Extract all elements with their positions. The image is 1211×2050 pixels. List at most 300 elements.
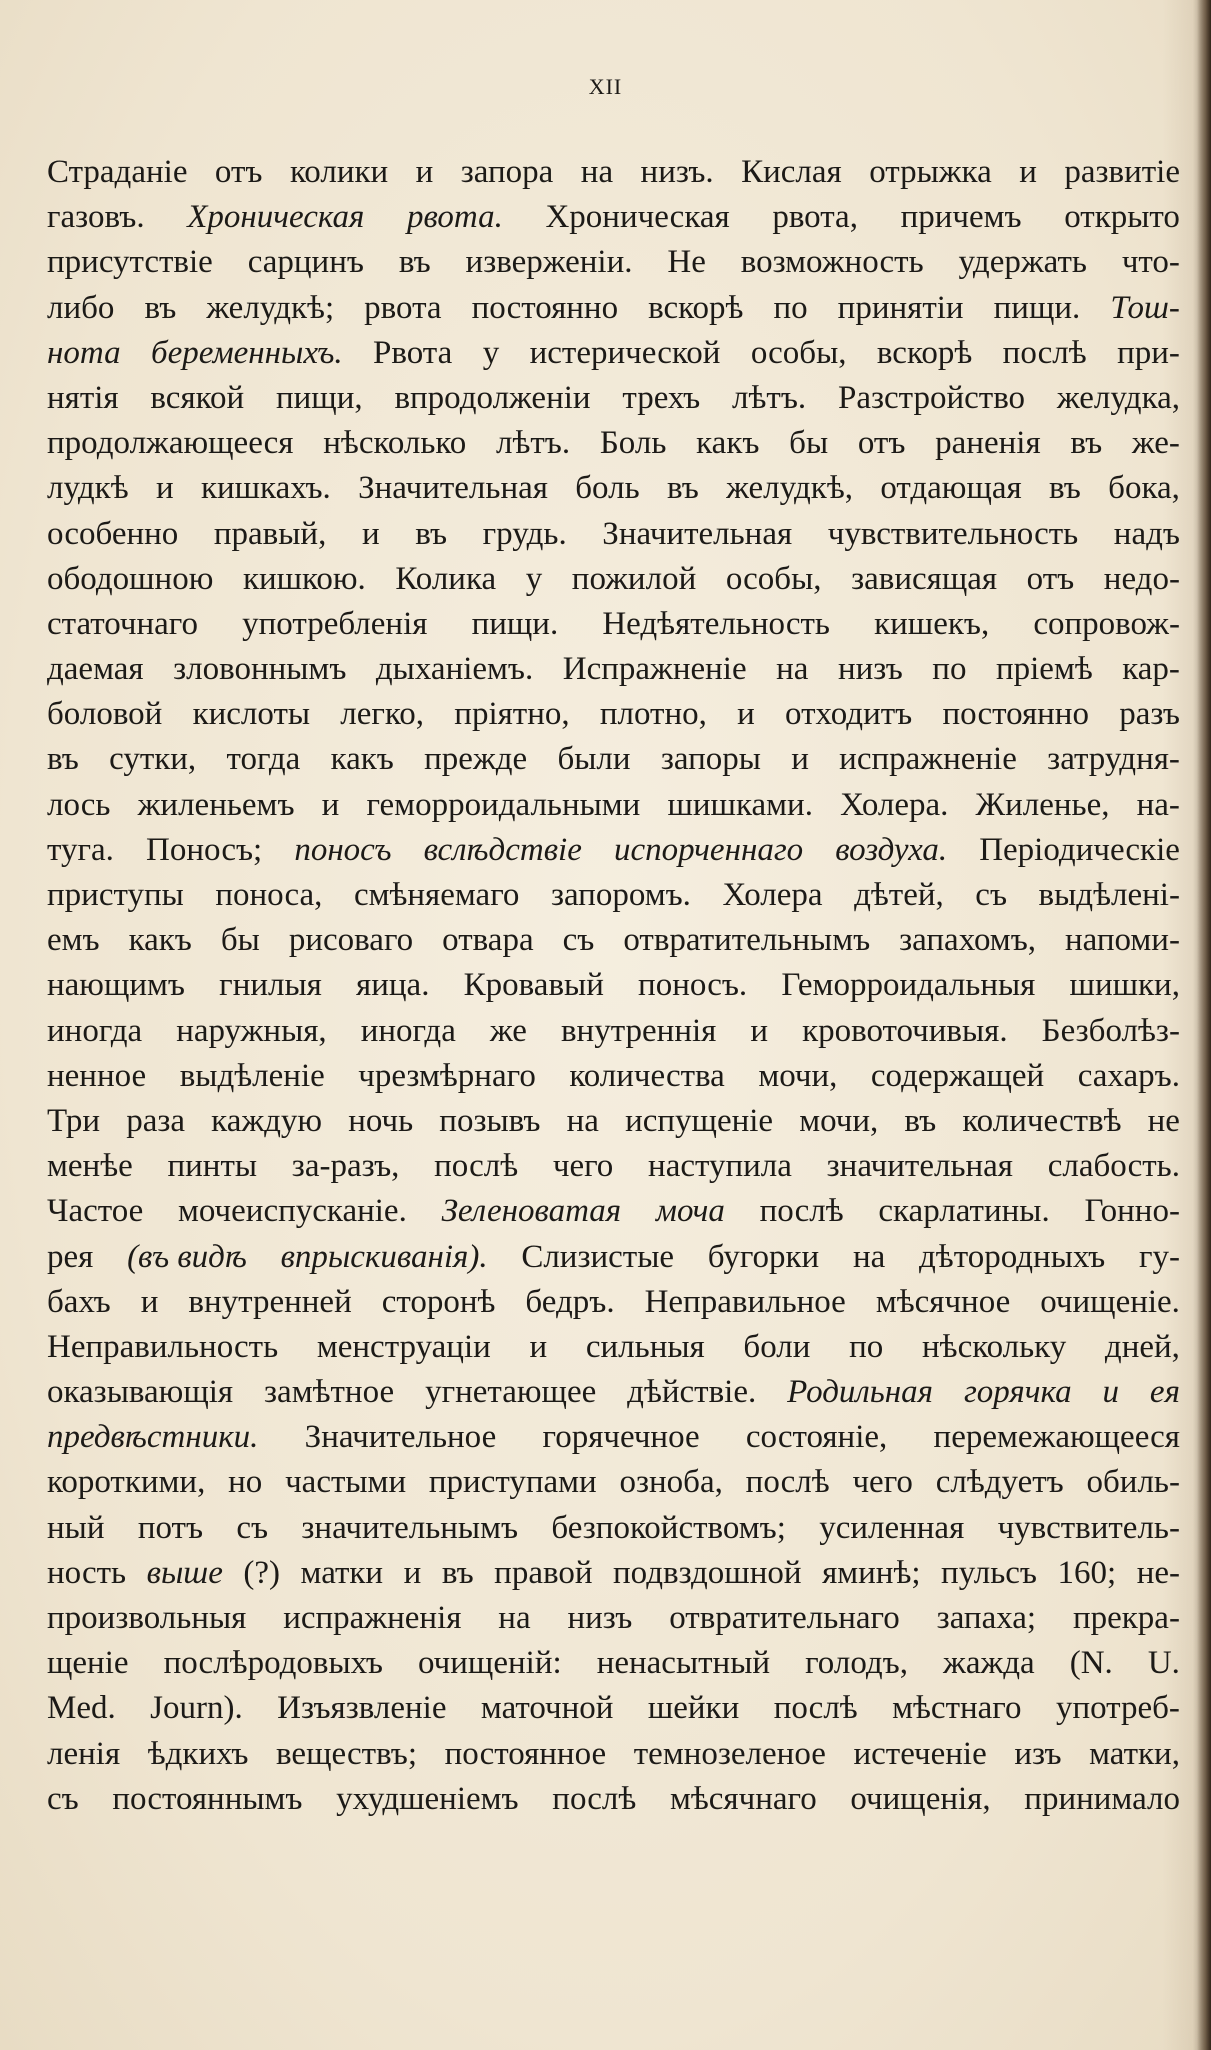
word: кровоточивыя. <box>802 1012 1008 1049</box>
word: Холера. <box>840 786 949 823</box>
word: съ <box>975 877 1008 913</box>
word: плотно, <box>599 696 707 733</box>
word: дѣтей, <box>854 877 944 913</box>
page-edge-shadow <box>1197 0 1211 2050</box>
word: дѣтородныхъ <box>919 1238 1106 1275</box>
word: постоянно <box>471 289 619 326</box>
text-line <box>47 1280 1180 1325</box>
word: Кровавый <box>463 967 604 1004</box>
word: слѣдуетъ <box>935 1464 1064 1501</box>
word: веществъ; <box>276 1735 418 1772</box>
word: бы <box>220 922 260 959</box>
italic-word: Зеленоватая <box>441 1193 622 1230</box>
word: и <box>140 1283 159 1320</box>
word: Періодическіе <box>979 831 1180 868</box>
word: боловой <box>47 696 163 733</box>
word: въ <box>666 470 699 507</box>
word: маточной <box>480 1690 614 1727</box>
text-line <box>47 512 1180 557</box>
word: по <box>773 289 808 326</box>
word: Испражненіе <box>562 651 747 688</box>
word: замѣтное <box>264 1374 395 1411</box>
word: чего <box>552 1148 614 1185</box>
word: поноса, <box>215 877 323 913</box>
word: нающимъ <box>47 967 185 1004</box>
text-line <box>47 1189 1180 1234</box>
word: щеніе <box>47 1645 129 1682</box>
word: чего <box>852 1464 913 1501</box>
word: рисоваго <box>288 922 414 959</box>
word: яица. <box>356 967 430 1004</box>
word: слабость. <box>1047 1148 1180 1185</box>
word: чувствительность <box>827 515 1079 552</box>
word: Неправильность <box>47 1328 279 1365</box>
word: поносъ. <box>638 967 748 1004</box>
word: продолжающееся <box>47 425 294 462</box>
word: Рвота <box>373 334 453 371</box>
word: всякой <box>150 379 245 416</box>
word: развитіе <box>1064 154 1180 190</box>
word: Значительная <box>602 515 793 552</box>
word: статочнаго <box>47 605 199 642</box>
word: истерической <box>529 334 721 371</box>
word: сильныя <box>585 1328 705 1365</box>
word: постояннымъ <box>112 1780 303 1817</box>
word: не- <box>1136 1554 1180 1591</box>
word: послѣ <box>552 1780 637 1817</box>
word: сарцинъ <box>247 244 364 281</box>
word: Геморроидальныя <box>781 967 1036 1004</box>
word: чрезмѣрнаго <box>358 1057 536 1094</box>
word: сутки, <box>109 741 197 778</box>
word: 160; <box>1057 1554 1117 1591</box>
page-number: XII <box>588 74 623 99</box>
word: яминѣ; <box>822 1554 921 1591</box>
word: возможность <box>740 244 924 281</box>
word: ность <box>47 1554 127 1591</box>
word: Слизистые <box>521 1238 675 1275</box>
word: на <box>776 651 809 688</box>
word: недо- <box>1103 560 1180 597</box>
word: дѣйствіе. <box>627 1374 757 1411</box>
text-line <box>47 195 1180 240</box>
word: выдѣленіе <box>179 1057 325 1094</box>
text-line <box>47 1641 1180 1686</box>
word: дней, <box>1104 1328 1180 1365</box>
word: испражненія <box>283 1600 462 1636</box>
word: менструаціи <box>316 1328 491 1365</box>
word: лудкѣ <box>47 470 129 507</box>
word: запоромъ. <box>550 877 691 913</box>
word: затрудня- <box>1047 741 1180 778</box>
word: Неправильное <box>644 1283 846 1320</box>
word: въ <box>441 1554 474 1591</box>
word: Частое <box>47 1193 144 1230</box>
italic-word: впрыскиванія). <box>280 1238 488 1275</box>
word: и <box>750 1012 769 1049</box>
word: количествѣ <box>962 1102 1122 1139</box>
word: кар- <box>1122 651 1180 688</box>
word: жажда <box>943 1645 1035 1682</box>
word: частыми <box>285 1464 407 1501</box>
text-line <box>47 783 1180 828</box>
word: кишекъ, <box>874 605 990 642</box>
word: низъ. <box>640 154 714 190</box>
word: сахаръ. <box>1077 1057 1180 1094</box>
word: Страданіе <box>47 154 188 190</box>
word: бахъ <box>47 1283 111 1320</box>
word: и <box>403 1554 422 1591</box>
word: туга. <box>47 831 114 868</box>
text-line <box>47 963 1180 1008</box>
word: желудкѣ; <box>206 289 335 326</box>
word: ненасытный <box>596 1645 771 1682</box>
text-line <box>47 1370 1180 1415</box>
italic-word: нота <box>47 334 121 371</box>
text-line <box>47 873 1180 918</box>
word: гу- <box>1138 1238 1180 1275</box>
italic-word: (въ видѣ <box>127 1238 247 1275</box>
word: зловоннымъ <box>173 651 347 688</box>
word: зависящая <box>851 560 998 597</box>
word: постоянно <box>942 696 1089 733</box>
word: ленія <box>47 1735 121 1772</box>
word: отвратительнаго <box>669 1600 900 1636</box>
word: отвратительнымъ <box>623 922 871 959</box>
word: отъ <box>1026 560 1075 597</box>
word: бы <box>789 425 829 462</box>
word: очищеніе. <box>1040 1283 1180 1320</box>
word: наружныя, <box>176 1012 327 1049</box>
word: мочи, <box>758 1057 838 1094</box>
word: на- <box>1136 786 1180 823</box>
word: скарлатины. <box>878 1193 1050 1230</box>
word: Med. <box>47 1690 116 1727</box>
word: значительнымъ <box>301 1509 519 1546</box>
word: легко, <box>340 696 425 733</box>
word: же- <box>1131 425 1180 462</box>
word: въ <box>398 244 431 281</box>
word: Гонно- <box>1084 1193 1180 1230</box>
italic-word: Хроническая <box>187 199 365 236</box>
italic-word: Тош- <box>1110 289 1180 326</box>
italic-word: рвота. <box>406 199 503 236</box>
word: особы, <box>750 334 847 371</box>
word: каждую <box>211 1102 323 1139</box>
word: матки <box>300 1554 384 1591</box>
text-line <box>47 1235 1180 1280</box>
word: особы, <box>725 560 822 597</box>
text-line <box>47 647 1180 692</box>
text-line <box>47 1732 1180 1777</box>
text-line <box>47 918 1180 963</box>
text-line <box>47 1777 1180 1822</box>
word: геморроидальными <box>366 786 641 823</box>
word: содержащей <box>870 1057 1045 1094</box>
word: иногда <box>360 1012 456 1049</box>
word: вскорѣ <box>876 334 973 371</box>
word: перемежающееся <box>933 1419 1180 1456</box>
text-line <box>47 376 1180 421</box>
word: колики <box>289 154 389 190</box>
word: лось <box>47 786 111 823</box>
word: состояніе, <box>745 1419 888 1456</box>
word: послѣродовыхъ <box>163 1645 383 1682</box>
word: ѣдкихъ <box>147 1735 249 1772</box>
word: за-разъ, <box>291 1148 400 1185</box>
word: послѣ <box>759 1193 844 1230</box>
word: трехъ <box>622 379 701 416</box>
word: на <box>498 1600 531 1636</box>
italic-word: воздуха. <box>835 831 948 868</box>
word: по <box>849 1328 884 1365</box>
word: послѣ <box>1002 334 1087 371</box>
italic-word: выше <box>146 1554 223 1591</box>
word: (?) <box>243 1554 281 1591</box>
word: приступами <box>428 1464 597 1501</box>
word: ный <box>47 1509 105 1546</box>
word: въ <box>1049 470 1081 507</box>
word: U. <box>1147 1645 1180 1682</box>
word: какъ <box>128 922 192 959</box>
word: отрыжка <box>869 154 992 190</box>
text-line <box>47 1325 1180 1370</box>
text-line <box>47 1144 1180 1189</box>
word: значительная <box>826 1148 1013 1185</box>
word: рея <box>47 1238 94 1275</box>
word: принимало <box>1024 1780 1180 1817</box>
word: и <box>155 470 174 507</box>
word: безпокойствомъ; <box>551 1509 786 1546</box>
word: кислоты <box>192 696 311 733</box>
word: изверженіи. <box>465 244 633 281</box>
word: произвольныя <box>47 1600 247 1636</box>
word: впродолженіи <box>394 379 591 416</box>
word: сторонѣ <box>381 1283 496 1320</box>
word: надъ <box>1113 515 1180 552</box>
word: рвота, <box>772 199 858 236</box>
word: нѣсколько <box>323 425 467 462</box>
word: пинты <box>167 1148 258 1185</box>
word: въ <box>415 515 448 552</box>
text-line <box>47 331 1180 376</box>
word: усиленная <box>819 1509 965 1546</box>
word: Изъязвленіе <box>277 1690 447 1727</box>
word: Разстройство <box>837 379 1026 416</box>
word: газовъ. <box>47 199 145 236</box>
word: Безболѣз- <box>1041 1012 1180 1049</box>
word: отдающая <box>880 470 1022 507</box>
word: удержать <box>958 244 1087 281</box>
word: даемая <box>47 651 144 688</box>
word: пріемѣ <box>995 651 1093 688</box>
word: мочи, <box>799 1102 879 1139</box>
word: по <box>932 651 967 688</box>
word: въ <box>144 289 177 326</box>
word: Недѣятельность <box>602 605 830 642</box>
word: напоми- <box>1065 922 1180 959</box>
word: мѣсячное <box>875 1283 1011 1320</box>
word: пищи. <box>471 605 559 642</box>
word: очищеній: <box>418 1645 562 1682</box>
word: съ <box>236 1509 269 1546</box>
word: были <box>557 741 631 778</box>
word: какъ <box>696 425 760 462</box>
word: и <box>415 154 434 190</box>
word: боль <box>575 470 640 507</box>
word: жиленьемъ <box>137 786 295 823</box>
word: гнилыя <box>219 967 322 1004</box>
text-line <box>47 828 1180 873</box>
word: низъ <box>567 1600 633 1636</box>
word: нятія <box>47 379 119 416</box>
word: бедръ. <box>525 1283 615 1320</box>
word: тогда <box>226 741 301 778</box>
word: наступила <box>648 1148 792 1185</box>
word: съ <box>562 922 595 959</box>
word: пріятно, <box>454 696 570 733</box>
word: желудкѣ, <box>726 470 853 507</box>
word: что- <box>1121 244 1180 281</box>
word: Три <box>47 1102 101 1139</box>
word: голодъ, <box>805 1645 908 1682</box>
text-line <box>47 240 1180 285</box>
word: низъ <box>837 651 903 688</box>
word: особенно <box>47 515 179 552</box>
italic-word: Родильная <box>787 1374 934 1411</box>
word: Не <box>667 244 706 281</box>
text-line <box>47 557 1180 602</box>
word: и <box>1019 154 1037 190</box>
word: и <box>529 1328 548 1365</box>
word: кишкою. <box>242 560 366 597</box>
word: но <box>228 1464 263 1501</box>
word: мѣсячнаго <box>669 1780 817 1817</box>
word: короткими, <box>47 1464 206 1501</box>
word: разъ <box>1119 696 1180 733</box>
word: раненія <box>935 425 1041 462</box>
text-line <box>47 1009 1180 1054</box>
italic-word: моча <box>655 1193 725 1230</box>
word: отъ <box>857 425 906 462</box>
word: Кислая <box>741 154 842 190</box>
word: ночь <box>348 1102 414 1139</box>
word: запаха; <box>936 1600 1037 1636</box>
word: съ <box>47 1780 79 1817</box>
text-line <box>47 466 1180 511</box>
word: въ <box>47 741 79 778</box>
word: кишкахъ. <box>200 470 331 507</box>
body-text <box>47 150 1180 1822</box>
word: Значительная <box>358 470 548 507</box>
italic-word: испорченнаго <box>613 831 804 868</box>
italic-word: предвѣстники. <box>47 1419 259 1456</box>
word: запоры <box>660 741 761 778</box>
word: пульсъ <box>941 1554 1037 1591</box>
word: Колика <box>395 560 497 597</box>
word: причемъ <box>900 199 1022 236</box>
word: на <box>566 1102 599 1139</box>
word: какъ <box>330 741 394 778</box>
text-line <box>47 421 1180 466</box>
text-line <box>47 1415 1180 1460</box>
word: у <box>482 334 500 371</box>
italic-word: и <box>1102 1374 1119 1411</box>
word: боли <box>743 1328 811 1365</box>
italic-word: вслѣдствіе <box>423 831 582 868</box>
word: принятіи <box>837 289 964 326</box>
word: открыто <box>1064 199 1180 236</box>
word: пищи, <box>275 379 363 416</box>
word: обиль- <box>1086 1464 1180 1501</box>
italic-word: горячка <box>963 1374 1072 1411</box>
word: же <box>489 1012 527 1049</box>
word: ненное <box>47 1057 147 1094</box>
text-line <box>47 1099 1180 1144</box>
text-line <box>47 1551 1180 1596</box>
word: и <box>361 515 380 552</box>
word: шишки, <box>1069 967 1180 1004</box>
word: прежде <box>424 741 528 778</box>
italic-word: поносъ <box>294 831 392 868</box>
word: смѣняемаго <box>353 877 520 913</box>
word: Жиленье, <box>975 786 1110 823</box>
word: мочеиспусканіе. <box>178 1193 407 1230</box>
word: позывъ <box>439 1102 541 1139</box>
word: Холера <box>722 877 823 913</box>
word: лѣтъ. <box>732 379 807 416</box>
text-line <box>47 1686 1180 1731</box>
word: и <box>321 786 340 823</box>
italic-word: беременныхъ. <box>151 334 343 371</box>
word: отъ <box>214 154 263 190</box>
word: употреб- <box>1055 1690 1180 1727</box>
word: Поносъ; <box>146 831 263 868</box>
word: присутствіе <box>47 244 213 281</box>
text-line <box>47 1596 1180 1641</box>
word: запора <box>460 154 554 190</box>
word: у <box>525 560 543 597</box>
word: и <box>737 696 755 733</box>
word: желудка, <box>1056 379 1180 416</box>
text-line <box>47 286 1180 331</box>
word: шишками. <box>667 786 813 823</box>
word: и <box>791 741 809 778</box>
word: Хроническая <box>545 199 730 236</box>
word: испражненіе <box>839 741 1017 778</box>
word: темнозеленое <box>633 1735 826 1772</box>
word: оказывающія <box>47 1374 234 1411</box>
word: испущеніе <box>625 1102 774 1139</box>
word: на <box>852 1238 886 1275</box>
text-line <box>47 602 1180 647</box>
text-line <box>47 1460 1180 1505</box>
text-line <box>47 1506 1180 1551</box>
text-line <box>47 737 1180 782</box>
word: послѣ <box>773 1690 858 1727</box>
word: потъ <box>137 1509 204 1546</box>
word: пожилой <box>571 560 697 597</box>
word: раза <box>126 1102 186 1139</box>
word: правый, <box>213 515 327 552</box>
word: озноба, <box>619 1464 723 1501</box>
word: истеченіе <box>853 1735 987 1772</box>
word: правой <box>494 1554 593 1591</box>
word: внутренней <box>188 1283 352 1320</box>
word: сопровож- <box>1033 605 1180 642</box>
word: при- <box>1117 334 1180 371</box>
word: чувствитель- <box>997 1509 1180 1546</box>
